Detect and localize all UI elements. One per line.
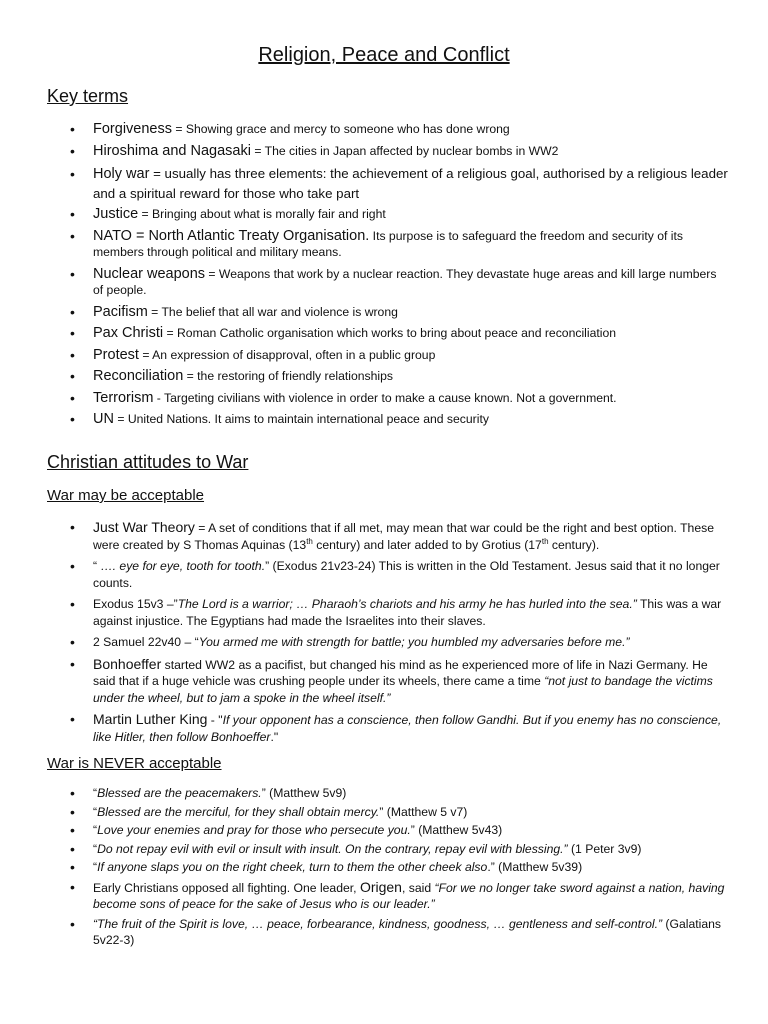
term-label: Nuclear weapons (93, 265, 206, 282)
item-text: This was a war against injustice. The Egyptians had made the Israelites into their slaves. (93, 597, 722, 628)
war-acceptable-heading: War may be acceptable (47, 487, 205, 504)
list-item (0, 266, 768, 299)
term-definition: = Bringing about what is morally fair and right (138, 207, 386, 221)
quote: “The fruit of the Spirit is love, … peace, forbearance, kindness, goodness, … gentleness and self-control.” (93, 916, 663, 931)
term-label: Protest (93, 346, 139, 363)
item-text: started WW2 as a pacifist, but changed his mind as he experienced more of life in Nazi Germany. He said that if a huge vehicle was crushing people under its wheels, there came a time (93, 657, 708, 688)
quote: “not just to bandage the victims under the wheel, but to jam a spoke in the wheel itself.” (93, 674, 713, 705)
item-text: .” (Matthew 5v39) (487, 860, 583, 874)
term-label: UN (93, 411, 114, 427)
term-label: Forgiveness (93, 121, 172, 137)
term-label: Hiroshima and Nagasaki (93, 142, 251, 159)
item-text: century). (548, 537, 600, 552)
term-label: Martin Luther King (93, 711, 208, 727)
superscript: th (306, 536, 313, 546)
term-label: Pacifism (93, 303, 148, 320)
item-text: - " (207, 713, 223, 727)
term-label: Reconciliation (93, 368, 184, 384)
term-definition: = usually has three elements: the achievement of a religious goal, authorised by a religious leader and a spiritual reward for those who take part (93, 166, 728, 201)
item-text: (1 Peter 3v9) (567, 841, 642, 856)
list-item (0, 879, 768, 913)
list-item (0, 164, 768, 204)
list-item (0, 859, 768, 876)
list-item (0, 519, 768, 553)
quote: Blessed are the merciful, for they shall obtain mercy. (97, 804, 380, 819)
item-text: “ (93, 841, 98, 856)
list-item (0, 390, 768, 407)
superscript: th (541, 536, 549, 546)
item-text: “ (93, 786, 98, 800)
item-text: Exodus 15v3 –” (93, 597, 178, 611)
list-item (0, 347, 768, 364)
term-label: NATO = North Atlantic Treaty Organisation. (93, 227, 370, 244)
list-item (0, 228, 768, 261)
list-item (0, 206, 768, 223)
term-label: Pax Christi (93, 325, 164, 341)
item-text: century) and later added to by Grotius (17 (312, 537, 542, 552)
page-title: Religion, Peace and Conflict (258, 44, 510, 66)
item-text: “ (93, 860, 98, 874)
list-item (0, 656, 768, 707)
key-terms-heading: Key terms (47, 86, 129, 106)
term-definition: = An expression of disapproval, often in a public group (138, 347, 436, 362)
term-definition: = Showing grace and mercy to someone who has done wrong (171, 122, 510, 136)
item-text: “ (93, 559, 101, 573)
quote: If your opponent has a conscience, then follow Gandhi. But if you enemy has no conscience, like Hitler, then follow Bonhoeffer (93, 713, 722, 744)
quote: Do not repay evil with evil or insult with insult. On the contrary, repay evil with blessing.” (97, 841, 568, 856)
list-item (0, 916, 768, 949)
list-item (0, 368, 768, 385)
quote: “For we no longer take sword against a nation, having become sons of peace for the sake of Jesus who is our leader.” (93, 880, 725, 911)
list-item (0, 304, 768, 321)
term-definition: Its purpose is to safeguard the freedom and security of its members through political and military means. (93, 228, 683, 259)
term-label: Origen (359, 878, 402, 895)
list-item (0, 558, 768, 591)
term-definition: = Roman Catholic organisation which works to bring about peace and reconciliation (163, 326, 616, 340)
term-definition: = The belief that all war and violence is wrong (147, 304, 398, 319)
term-definition: = The cities in Japan affected by nuclear bombs in WW2 (250, 143, 559, 158)
list-item (0, 785, 768, 802)
item-text: ." (270, 729, 279, 744)
item-text: ” (Matthew 5v43) (410, 823, 503, 837)
list-item (0, 841, 768, 858)
item-text: , said (401, 880, 435, 895)
item-text: = A set of conditions that if all met, may mean that war could be the right and best option. These were created by S Thomas Aquinas (13 (93, 521, 714, 552)
term-definition: = Weapons that work by a nuclear reaction. They devastate huge areas and kill large numbers of people. (93, 266, 717, 297)
list-item (0, 596, 768, 629)
list-item (0, 325, 768, 342)
term-label: Terrorism (93, 389, 154, 406)
item-text: “ (93, 823, 98, 837)
list-item (0, 634, 768, 651)
key-terms-list (0, 121, 768, 433)
term-label: Justice (93, 206, 139, 222)
item-text: ” (Exodus 21v23-24) This is written in the Old Testament. Jesus said that it no longer counts. (93, 559, 720, 590)
quote: Love your enemies and pray for those who persecute you. (97, 823, 411, 837)
war-acceptable-list (0, 519, 768, 750)
item-text: “ (93, 804, 98, 819)
list-item (0, 411, 768, 428)
quote: Blessed are the peacemakers. (97, 786, 262, 800)
item-text: ” (Matthew 5 v7) (379, 804, 468, 819)
list-item (0, 121, 768, 138)
list-item (0, 804, 768, 821)
list-item (0, 822, 768, 839)
term-definition: - Targeting civilians with violence in order to make a cause known. Not a government. (153, 390, 617, 405)
term-definition: = United Nations. It aims to maintain international peace and security (113, 412, 489, 426)
quote: You armed me with strength for battle; you humbled my adversaries before me.” (198, 635, 630, 649)
list-item (0, 711, 768, 745)
christian-attitudes-heading: Christian attitudes to War (47, 452, 249, 472)
item-text: 2 Samuel 22v40 – “ (93, 635, 199, 649)
item-text: Early Christians opposed all fighting. One leader, (93, 880, 360, 895)
list-item (0, 143, 768, 160)
war-never-list (0, 785, 768, 954)
term-label: Bonhoeffer (93, 655, 162, 672)
term-label: Holy war (93, 166, 150, 182)
term-definition: = the restoring of friendly relationships (183, 369, 393, 383)
quote: If anyone slaps you on the right cheek, turn to them the other cheek also (97, 860, 488, 874)
quote: The Lord is a warrior; … Pharaoh’s chariots and his army he has hurled into the sea.” (177, 597, 637, 611)
item-text: (Galatians 5v22-3) (93, 916, 721, 947)
war-never-heading: War is NEVER acceptable (47, 755, 222, 772)
term-label: Just War Theory (93, 519, 195, 535)
quote: …. eye for eye, tooth for tooth. (100, 559, 266, 573)
item-text: ” (Matthew 5v9) (261, 786, 347, 800)
